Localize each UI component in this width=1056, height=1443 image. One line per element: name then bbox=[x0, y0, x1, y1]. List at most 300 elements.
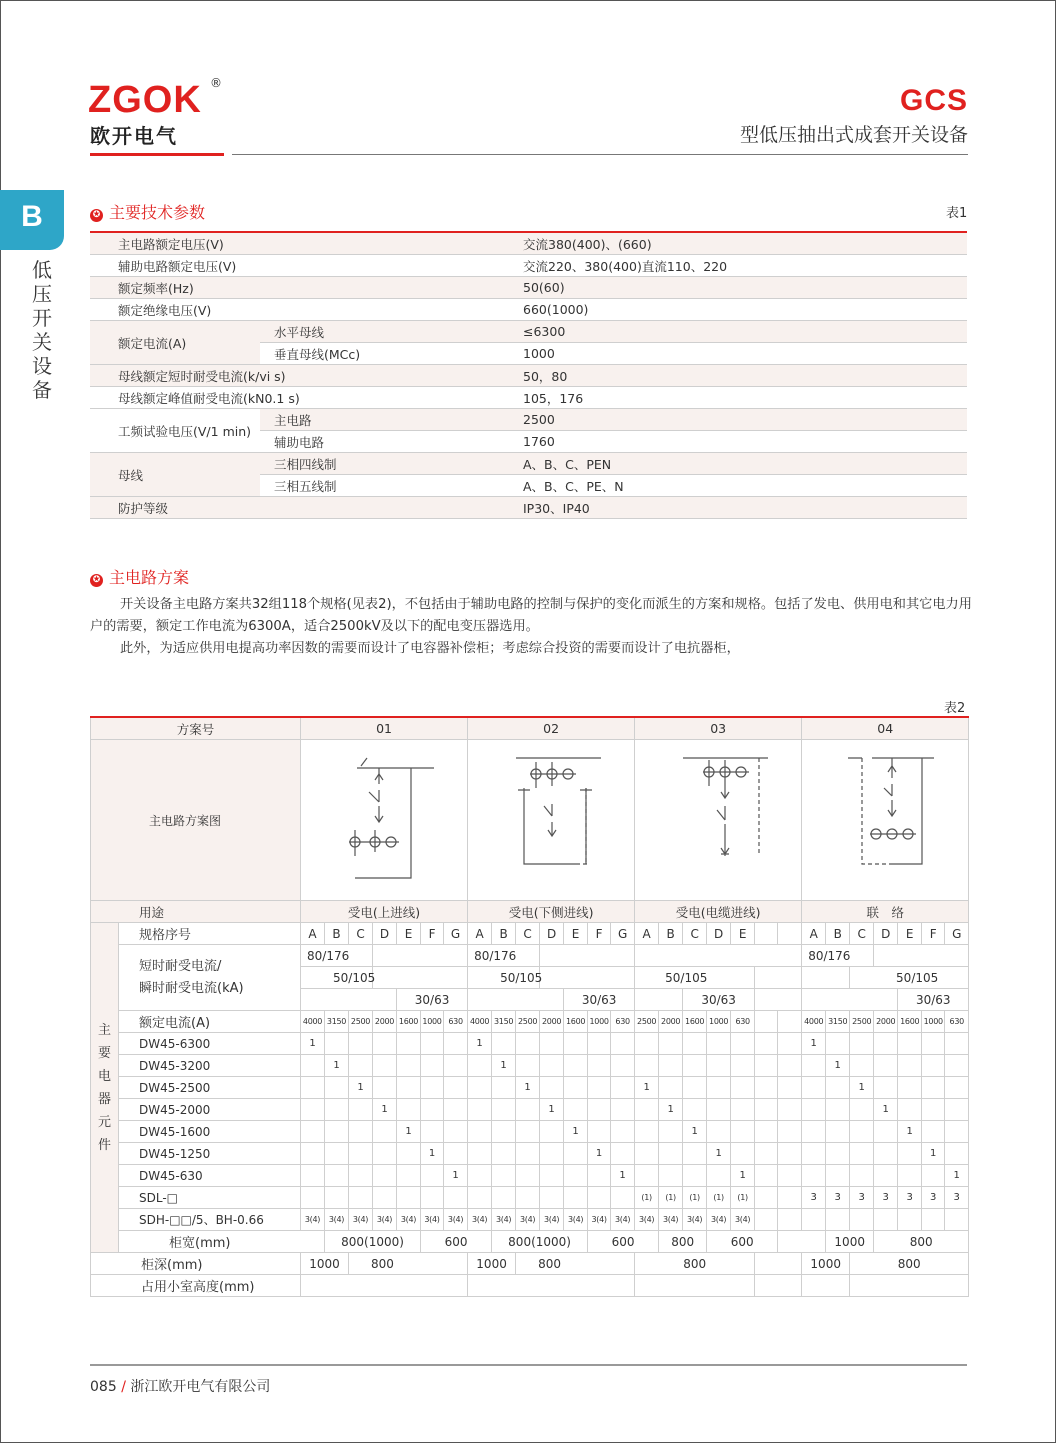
table-row: 母线额定短时耐受电流(k/vi s) 50，80 bbox=[90, 365, 967, 387]
table-row: 防护等级 IP30、IP40 bbox=[90, 497, 967, 519]
component-qty bbox=[778, 1187, 802, 1209]
component-qty bbox=[611, 1143, 635, 1165]
diagram-cell bbox=[301, 740, 468, 901]
withstand-value bbox=[635, 945, 802, 967]
component-qty bbox=[611, 1121, 635, 1143]
component-qty bbox=[898, 1099, 922, 1121]
component-qty bbox=[540, 1143, 564, 1165]
table-row bbox=[91, 901, 969, 923]
spec-letter: C bbox=[683, 923, 707, 945]
component-qty bbox=[564, 1077, 588, 1099]
component-qty bbox=[540, 1121, 564, 1143]
component-qty bbox=[349, 1099, 373, 1121]
component-qty: (1) bbox=[731, 1187, 755, 1209]
spec-letter: D bbox=[707, 923, 731, 945]
use-label: 用途 bbox=[91, 901, 301, 923]
use-value: 受电(电缆进线) bbox=[635, 901, 802, 923]
component-qty: 1 bbox=[731, 1165, 755, 1187]
component-qty bbox=[540, 1033, 564, 1055]
component-qty bbox=[397, 1187, 421, 1209]
component-qty bbox=[731, 1121, 755, 1143]
component-qty bbox=[373, 1077, 397, 1099]
component-qty bbox=[516, 1099, 540, 1121]
rated-current: 2500 bbox=[349, 1011, 373, 1033]
component-qty: 1 bbox=[516, 1077, 540, 1099]
logo-underline bbox=[90, 153, 224, 156]
component-qty: 3 bbox=[922, 1187, 945, 1209]
component-qty bbox=[349, 1187, 373, 1209]
header-divider bbox=[232, 154, 968, 155]
component-qty bbox=[922, 1099, 945, 1121]
spec-letter: B bbox=[492, 923, 516, 945]
component-qty: 1 bbox=[707, 1143, 731, 1165]
cabinet-height bbox=[802, 1275, 850, 1297]
component-qty bbox=[802, 1077, 826, 1099]
component-qty bbox=[922, 1077, 945, 1099]
component-qty: 1 bbox=[564, 1121, 588, 1143]
component-qty bbox=[802, 1143, 826, 1165]
component-qty bbox=[850, 1121, 874, 1143]
spec-letter: E bbox=[564, 923, 588, 945]
spec-letter: C bbox=[850, 923, 874, 945]
component-qty bbox=[468, 1121, 492, 1143]
component-qty bbox=[731, 1077, 755, 1099]
component-qty bbox=[874, 1143, 898, 1165]
component-qty bbox=[755, 1099, 778, 1121]
component-name: SDH-□□/5、BH-0.66 bbox=[119, 1209, 301, 1231]
component-name: DW45-3200 bbox=[119, 1055, 301, 1077]
component-qty bbox=[683, 1143, 707, 1165]
component-qty: 1 bbox=[922, 1143, 945, 1165]
spec-letter: A bbox=[468, 923, 492, 945]
rated-current: 2500 bbox=[516, 1011, 540, 1033]
component-qty bbox=[397, 1033, 421, 1055]
cabinet-depth: 1000 bbox=[802, 1253, 850, 1275]
component-qty bbox=[325, 1099, 349, 1121]
spec-letter: B bbox=[325, 923, 349, 945]
component-qty bbox=[611, 1187, 635, 1209]
table-row: 主电路额定电压(V) 交流380(400)、(660) bbox=[90, 232, 967, 255]
component-qty bbox=[898, 1077, 922, 1099]
component-qty bbox=[468, 1143, 492, 1165]
withstand-value: 30/63 bbox=[683, 989, 755, 1011]
component-qty bbox=[898, 1165, 922, 1187]
component-qty bbox=[397, 1143, 421, 1165]
component-qty bbox=[778, 1165, 802, 1187]
rated-current: 4000 bbox=[301, 1011, 325, 1033]
component-qty bbox=[683, 1165, 707, 1187]
group-char: 件 bbox=[97, 1137, 111, 1153]
withstand-value bbox=[468, 989, 564, 1011]
component-qty bbox=[301, 1121, 325, 1143]
component-qty bbox=[588, 1099, 611, 1121]
component-qty bbox=[659, 1033, 683, 1055]
component-qty bbox=[373, 1165, 397, 1187]
component-qty bbox=[301, 1077, 325, 1099]
withstand-value bbox=[755, 989, 802, 1011]
rated-current: 1000 bbox=[421, 1011, 444, 1033]
rated-current: 2500 bbox=[635, 1011, 659, 1033]
spec-letter: C bbox=[349, 923, 373, 945]
component-qty bbox=[659, 1055, 683, 1077]
withstand-value: 30/63 bbox=[898, 989, 969, 1011]
component-qty bbox=[755, 1055, 778, 1077]
component-qty bbox=[778, 1099, 802, 1121]
section-title-scheme: ✪ 主电路方案 bbox=[90, 565, 189, 588]
width-label: 柜宽(mm) bbox=[119, 1231, 325, 1253]
component-qty bbox=[898, 1033, 922, 1055]
withstand-value: 50/105 bbox=[540, 967, 635, 989]
component-qty: 3(4) bbox=[611, 1209, 635, 1231]
component-name: DW45-1600 bbox=[119, 1121, 301, 1143]
component-qty bbox=[755, 1209, 778, 1231]
component-qty bbox=[349, 1165, 373, 1187]
component-qty bbox=[444, 1187, 468, 1209]
footer-divider bbox=[90, 1364, 967, 1366]
component-qty: 1 bbox=[850, 1077, 874, 1099]
component-qty bbox=[922, 1121, 945, 1143]
component-qty bbox=[301, 1187, 325, 1209]
component-qty bbox=[588, 1033, 611, 1055]
component-qty bbox=[802, 1165, 826, 1187]
component-qty bbox=[588, 1077, 611, 1099]
withstand-value: 30/63 bbox=[564, 989, 635, 1011]
component-qty bbox=[564, 1055, 588, 1077]
component-qty bbox=[444, 1077, 468, 1099]
table-row bbox=[91, 1275, 969, 1297]
component-qty bbox=[397, 1055, 421, 1077]
component-qty: (1) bbox=[635, 1187, 659, 1209]
component-qty bbox=[540, 1165, 564, 1187]
component-qty bbox=[659, 1143, 683, 1165]
table-row: 工频试验电压(V/1 min) 主电路 2500 bbox=[90, 409, 967, 431]
rated-current: 1600 bbox=[683, 1011, 707, 1033]
rated-current: 1600 bbox=[564, 1011, 588, 1033]
component-qty bbox=[421, 1165, 444, 1187]
component-qty bbox=[707, 1121, 731, 1143]
rated-current: 1600 bbox=[898, 1011, 922, 1033]
component-qty bbox=[444, 1055, 468, 1077]
spec-letter bbox=[755, 923, 778, 945]
component-qty: 3(4) bbox=[492, 1209, 516, 1231]
component-qty: 1 bbox=[802, 1033, 826, 1055]
scheme-number: 03 bbox=[635, 717, 802, 740]
component-qty bbox=[659, 1077, 683, 1099]
cabinet-width: 600 bbox=[588, 1231, 659, 1253]
component-qty bbox=[826, 1033, 850, 1055]
rated-current: 630 bbox=[444, 1011, 468, 1033]
component-qty bbox=[588, 1187, 611, 1209]
component-qty bbox=[755, 1121, 778, 1143]
withstand-value: 30/63 bbox=[397, 989, 468, 1011]
rated-current bbox=[755, 1011, 778, 1033]
table-row bbox=[91, 1055, 969, 1077]
component-qty bbox=[492, 1099, 516, 1121]
component-qty bbox=[755, 1143, 778, 1165]
rated-current: 3150 bbox=[492, 1011, 516, 1033]
product-code: GCS bbox=[899, 84, 968, 117]
footer-slash: / bbox=[121, 1379, 126, 1395]
component-qty: 3(4) bbox=[468, 1209, 492, 1231]
component-qty bbox=[898, 1209, 922, 1231]
component-qty bbox=[683, 1099, 707, 1121]
cabinet-width: 1000 bbox=[826, 1231, 874, 1253]
company-logo: ZGOK bbox=[88, 79, 202, 121]
rated-current: 4000 bbox=[468, 1011, 492, 1033]
component-qty bbox=[659, 1121, 683, 1143]
table2-number: 表2 bbox=[944, 701, 966, 716]
component-qty bbox=[611, 1099, 635, 1121]
spec-letter: G bbox=[444, 923, 468, 945]
component-qty bbox=[635, 1121, 659, 1143]
cabinet-height bbox=[755, 1275, 802, 1297]
spec-label: 规格序号 bbox=[119, 923, 301, 945]
rated-current: 2000 bbox=[659, 1011, 683, 1033]
component-qty: 3(4) bbox=[325, 1209, 349, 1231]
component-qty bbox=[540, 1077, 564, 1099]
withstand-value: 80/176 bbox=[301, 945, 373, 967]
component-qty bbox=[731, 1055, 755, 1077]
page-footer bbox=[90, 1376, 270, 1396]
component-qty bbox=[778, 1077, 802, 1099]
component-qty bbox=[945, 1077, 969, 1099]
withstand-value bbox=[802, 989, 898, 1011]
component-name: DW45-630 bbox=[119, 1165, 301, 1187]
group-char: 电 bbox=[97, 1068, 111, 1084]
component-qty: 3 bbox=[850, 1187, 874, 1209]
cabinet-depth: 800 bbox=[635, 1253, 755, 1275]
cabinet-depth: 800 bbox=[349, 1253, 468, 1275]
chapter-label: 低压开关设备 bbox=[32, 258, 52, 402]
component-qty bbox=[397, 1077, 421, 1099]
component-qty bbox=[301, 1165, 325, 1187]
component-qty bbox=[635, 1033, 659, 1055]
component-qty bbox=[874, 1121, 898, 1143]
component-qty bbox=[516, 1121, 540, 1143]
component-qty bbox=[707, 1055, 731, 1077]
rated-current: 630 bbox=[611, 1011, 635, 1033]
component-qty: 1 bbox=[301, 1033, 325, 1055]
company-logo-subtitle: 欧开电气 bbox=[90, 124, 178, 148]
spec-letter: E bbox=[731, 923, 755, 945]
component-qty bbox=[802, 1121, 826, 1143]
component-qty bbox=[516, 1055, 540, 1077]
component-qty bbox=[874, 1077, 898, 1099]
component-qty bbox=[492, 1077, 516, 1099]
scheme-table bbox=[90, 716, 969, 1297]
cabinet-depth: 1000 bbox=[468, 1253, 516, 1275]
component-qty bbox=[826, 1077, 850, 1099]
table-row: 额定频率(Hz) 50(60) bbox=[90, 277, 967, 299]
cabinet-height bbox=[468, 1275, 635, 1297]
cabinet-height bbox=[635, 1275, 755, 1297]
scheme-number: 04 bbox=[802, 717, 969, 740]
component-qty: 3(4) bbox=[635, 1209, 659, 1231]
table-row bbox=[91, 1099, 969, 1121]
component-name: DW45-2000 bbox=[119, 1099, 301, 1121]
rated-current: 630 bbox=[945, 1011, 969, 1033]
diagram-cell bbox=[802, 740, 969, 901]
cabinet-width: 800(1000) bbox=[492, 1231, 588, 1253]
chapter-tab: B bbox=[0, 190, 64, 250]
scheme-number: 01 bbox=[301, 717, 468, 740]
component-qty bbox=[373, 1055, 397, 1077]
component-qty bbox=[444, 1033, 468, 1055]
component-qty bbox=[468, 1055, 492, 1077]
rated-current: 1000 bbox=[922, 1011, 945, 1033]
component-qty bbox=[421, 1055, 444, 1077]
component-qty bbox=[468, 1077, 492, 1099]
section-title-params: ✪ 主要技术参数 bbox=[90, 200, 205, 223]
component-qty bbox=[707, 1165, 731, 1187]
circuit-diagram-02 bbox=[476, 744, 626, 894]
component-qty bbox=[683, 1077, 707, 1099]
component-qty: 1 bbox=[397, 1121, 421, 1143]
product-title: 型低压抽出式成套开关设备 bbox=[739, 124, 968, 146]
component-qty: 3 bbox=[802, 1187, 826, 1209]
component-qty bbox=[373, 1187, 397, 1209]
component-qty bbox=[516, 1165, 540, 1187]
component-qty bbox=[731, 1099, 755, 1121]
cabinet-height bbox=[850, 1275, 969, 1297]
component-qty bbox=[492, 1165, 516, 1187]
component-qty bbox=[373, 1143, 397, 1165]
spec-letter: A bbox=[802, 923, 826, 945]
cabinet-width: 600 bbox=[707, 1231, 778, 1253]
component-qty bbox=[564, 1143, 588, 1165]
table-row bbox=[91, 1253, 969, 1275]
component-qty: 1 bbox=[874, 1099, 898, 1121]
component-qty bbox=[945, 1121, 969, 1143]
spec-letter: G bbox=[945, 923, 969, 945]
component-qty bbox=[492, 1033, 516, 1055]
component-qty: 1 bbox=[468, 1033, 492, 1055]
component-qty bbox=[516, 1187, 540, 1209]
use-value: 联 络 bbox=[802, 901, 969, 923]
component-qty bbox=[826, 1121, 850, 1143]
component-qty bbox=[421, 1187, 444, 1209]
table1-number: 表1 bbox=[946, 206, 968, 221]
component-qty bbox=[301, 1055, 325, 1077]
component-qty: (1) bbox=[707, 1187, 731, 1209]
component-qty: 1 bbox=[826, 1055, 850, 1077]
group-char: 器 bbox=[97, 1091, 111, 1107]
withstand-value bbox=[301, 989, 397, 1011]
cabinet-width: 800 bbox=[874, 1231, 969, 1253]
circuit-diagram-03 bbox=[643, 744, 793, 894]
spec-letter: F bbox=[588, 923, 611, 945]
component-qty bbox=[588, 1165, 611, 1187]
component-name: DW45-2500 bbox=[119, 1077, 301, 1099]
component-qty bbox=[778, 1055, 802, 1077]
component-qty bbox=[922, 1055, 945, 1077]
table-row bbox=[91, 1165, 969, 1187]
cabinet-depth: 800 bbox=[516, 1253, 635, 1275]
cabinet-height bbox=[301, 1275, 468, 1297]
component-qty bbox=[922, 1165, 945, 1187]
component-qty: 3(4) bbox=[444, 1209, 468, 1231]
component-qty: 1 bbox=[611, 1165, 635, 1187]
component-qty bbox=[778, 1033, 802, 1055]
component-name: DW45-6300 bbox=[119, 1033, 301, 1055]
rated-current: 1000 bbox=[707, 1011, 731, 1033]
spec-letter: F bbox=[421, 923, 444, 945]
component-qty bbox=[945, 1209, 969, 1231]
table-row bbox=[91, 1077, 969, 1099]
cabinet-width: 800(1000) bbox=[325, 1231, 421, 1253]
component-qty bbox=[778, 1121, 802, 1143]
footer-company: 浙江欧开电气有限公司 bbox=[130, 1379, 271, 1395]
component-qty: 3(4) bbox=[349, 1209, 373, 1231]
rated-current: 4000 bbox=[802, 1011, 826, 1033]
spec-letter: B bbox=[659, 923, 683, 945]
component-qty bbox=[898, 1055, 922, 1077]
rated-current bbox=[778, 1011, 802, 1033]
table-row bbox=[91, 1187, 969, 1209]
rated-current: 1600 bbox=[397, 1011, 421, 1033]
diagram-cell bbox=[635, 740, 802, 901]
component-qty: 3(4) bbox=[659, 1209, 683, 1231]
component-qty bbox=[922, 1033, 945, 1055]
component-qty bbox=[421, 1033, 444, 1055]
table-row: 额定电流(A) 水平母线 ≤6300 bbox=[90, 321, 967, 343]
section-bullet-icon: ✪ bbox=[90, 574, 103, 587]
component-qty: 1 bbox=[588, 1143, 611, 1165]
spec-letter: G bbox=[611, 923, 635, 945]
component-qty: 3(4) bbox=[397, 1209, 421, 1231]
spec-letter: E bbox=[898, 923, 922, 945]
scheme-paragraph-1: 开关设备主电路方案共32组118个规格(见表2)，不包括由于辅助电路的控制与保护的变化而派生的方案和规格。包括了发电、供用电和其它电力用户的需要，额定工作电流为6300A，适合2500kV及以下的配电变压器选用。 bbox=[90, 597, 972, 634]
component-qty bbox=[444, 1143, 468, 1165]
cabinet-depth: 1000 bbox=[301, 1253, 349, 1275]
spec-letter: A bbox=[635, 923, 659, 945]
component-qty bbox=[802, 1055, 826, 1077]
component-qty: 1 bbox=[945, 1165, 969, 1187]
component-qty bbox=[850, 1033, 874, 1055]
scheme-number: 02 bbox=[468, 717, 635, 740]
rated-current: 2000 bbox=[874, 1011, 898, 1033]
spec-letter: D bbox=[540, 923, 564, 945]
component-qty bbox=[611, 1055, 635, 1077]
component-qty: 3(4) bbox=[564, 1209, 588, 1231]
component-qty bbox=[850, 1165, 874, 1187]
withstand-value: 50/105 bbox=[373, 967, 468, 989]
table-row bbox=[91, 1033, 969, 1055]
component-qty bbox=[635, 1165, 659, 1187]
component-qty: 1 bbox=[421, 1143, 444, 1165]
table-row: 母线 三相四线制 A、B、C、PEN bbox=[90, 453, 967, 475]
component-qty bbox=[325, 1121, 349, 1143]
scheme-paragraph-2: 此外，为适应供用电提高功率因数的需要而设计了电容器补偿柜；考虑综合投资的需要而设计了电抗器柜， bbox=[120, 641, 740, 656]
component-qty bbox=[635, 1143, 659, 1165]
scheme-label: 方案号 bbox=[91, 717, 301, 740]
page-number: 085 bbox=[90, 1379, 117, 1395]
component-qty bbox=[731, 1143, 755, 1165]
component-qty bbox=[945, 1033, 969, 1055]
rated-current: 2000 bbox=[373, 1011, 397, 1033]
registered-mark: ® bbox=[210, 76, 222, 90]
component-qty bbox=[564, 1099, 588, 1121]
component-qty bbox=[874, 1033, 898, 1055]
component-name: SDL-□ bbox=[119, 1187, 301, 1209]
table-row bbox=[91, 717, 969, 740]
component-qty bbox=[301, 1143, 325, 1165]
component-qty bbox=[707, 1077, 731, 1099]
component-qty bbox=[564, 1165, 588, 1187]
rated-label: 额定电流(A) bbox=[119, 1011, 301, 1033]
component-qty bbox=[755, 1187, 778, 1209]
component-qty bbox=[683, 1055, 707, 1077]
